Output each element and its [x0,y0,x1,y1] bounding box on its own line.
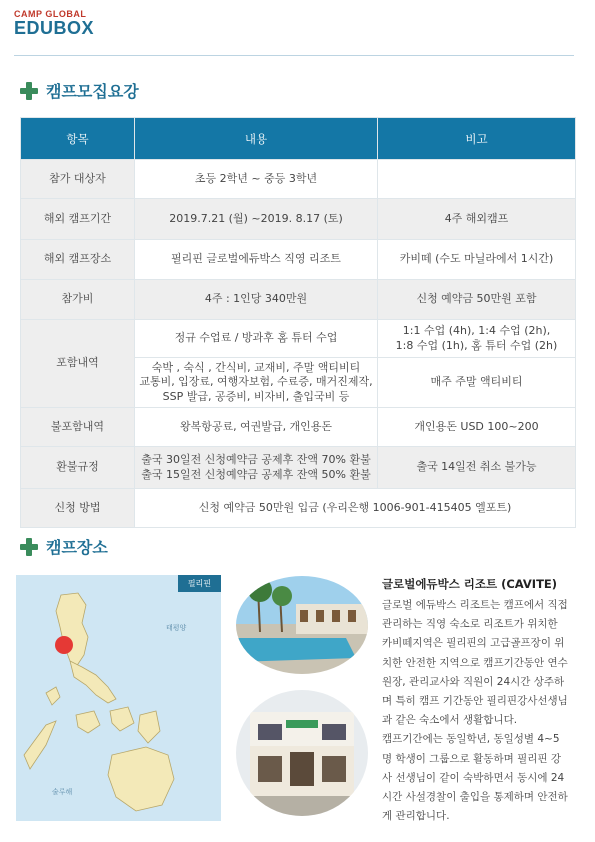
row-content: 정규 수업료 / 방과후 홈 튜터 수업 [135,320,378,358]
location-marker-icon [55,636,73,654]
map-sea-label: 술루해 [52,788,73,796]
philippines-map [16,575,221,821]
plus-icon [18,80,40,102]
row-content-line: SSP 발급, 공증비, 비자비, 출입국비 등 [162,389,350,403]
resort-description-line: 캠프기간에는 동일학년, 동일성별 4~5 [382,733,560,746]
section-recruitment-heading [18,79,139,102]
table-row [21,408,576,447]
resort-description [382,596,578,826]
row-label: 참가비 [21,280,135,320]
logo-camp: CAMP [14,9,43,19]
row-label: 환불규정 [21,447,135,489]
row-label: 해외 캠프기간 [21,199,135,240]
map-sea-label: 태평양 [166,624,187,632]
table-row [21,447,576,489]
resort-description-line: 사 선생님이 같이 숙박하면서 동시에 24 [382,771,565,784]
plus-icon [18,536,40,558]
resort-description-line: 며 특히 캠프 기간동안 필리핀강사선생님 [382,695,568,708]
row-content: 초등 2학년 ~ 중등 3학년 [135,160,378,199]
row-content: 왕복항공료, 여권발급, 개인용돈 [135,408,378,447]
table-row [21,320,576,358]
resort-description-line: 글로벌 에듀박스 리조트는 캠프에서 직접 [382,599,568,611]
header-divider [14,55,574,56]
row-note-line: 1:8 수업 (1h), 홈 튜터 수업 (2h) [395,338,558,352]
row-note: 신청 예약금 50만원 포함 [378,280,576,320]
row-label: 포함내역 [21,320,135,408]
row-note: 출국 14일전 취소 불가능 [378,447,576,489]
row-content [135,358,378,408]
row-label: 불포함내역 [21,408,135,447]
resort-description-line: 과 같은 숙소에서 생활합니다. [382,714,518,727]
section-location-heading [18,535,108,558]
row-content-line: 출국 15일전 신청예약금 공제후 잔액 50% 환불 [141,467,371,481]
row-content: 필리핀 글로벌에듀박스 직영 리조트 [135,240,378,280]
row-content-line: 교통비, 입장료, 여행자보험, 수료증, 매거진제작, [139,375,373,389]
table-row [21,280,576,320]
row-label: 참가 대상자 [21,160,135,199]
header-note: 비고 [378,118,576,160]
logo [14,10,94,37]
row-content: 4주 : 1인당 340만원 [135,280,378,320]
map-country-tag: 필리핀 [178,575,221,592]
row-note: 매주 주말 액티비티 [378,358,576,408]
section-location-title: 캠프장소 [46,538,108,557]
resort-description-line: 게 관리합니다. [382,810,450,823]
resort-description-line: 카비떼지역은 필리핀의 고급골프장이 위 [382,637,565,650]
logo-name: EDUBOX [14,18,95,38]
row-content-line: 출국 30일전 신청예약금 공제후 잔액 70% 환불 [141,453,371,467]
resort-building-photo [236,690,368,816]
row-content-line: 숙박 , 숙식 , 간식비, 교재비, 주말 액티비티 [151,361,361,375]
table-header-row [21,118,576,160]
row-note: 4주 해외캠프 [378,199,576,240]
resort-description-line: 원장, 관리교사와 직원이 24시간 상주하 [382,675,565,688]
resort-description-line: 시간 사설경찰이 출입을 통제하며 안전하 [382,791,568,804]
row-note: 개인용돈 USD 100~200 [378,408,576,447]
recruitment-table [20,117,576,528]
section-recruitment-title: 캠프모집요강 [46,82,139,101]
header-content: 내용 [135,118,378,160]
row-note-line: 1:1 수업 (4h), 1:4 수업 (2h), [402,324,551,338]
table-row [21,489,576,528]
row-label: 해외 캠프장소 [21,240,135,280]
row-content [135,447,378,489]
row-note: 카비떼 (수도 마닐라에서 1시간) [378,240,576,280]
row-content: 2019.7.21 (월) ~2019. 8.17 (토) [135,199,378,240]
map-illustration [16,575,221,821]
resort-description-line: 관리하는 직영 숙소로 리조트가 위치한 [382,618,558,631]
resort-description-line: 치한 안전한 지역으로 캠프기간동안 연수 [382,656,568,669]
resort-description-line: 명 학생이 그룹으로 활동하며 필리핀 강 [382,752,561,765]
header-item: 항목 [21,118,135,160]
resort-title: 글로벌에듀박스 리조트 (CAVITE) [382,577,558,591]
logo-global: GLOBAL [45,9,87,19]
row-content: 신청 예약금 50만원 입금 (우리은행 1006-901-415405 엘포트) [135,489,576,528]
row-label: 신청 방법 [21,489,135,528]
table-row [21,240,576,280]
row-note [378,320,576,358]
table-row [21,160,576,199]
table-row [21,199,576,240]
row-note [378,160,576,199]
resort-pool-photo [236,576,368,674]
